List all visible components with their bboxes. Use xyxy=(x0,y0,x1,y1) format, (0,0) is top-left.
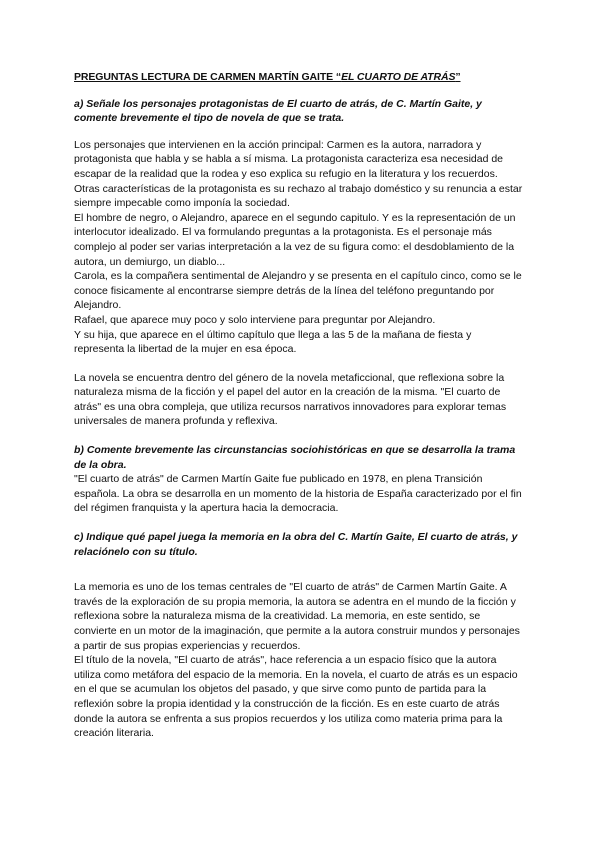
paragraph: La memoria es uno de los temas centrales de "El cuarto de atrás" de Carmen Martín Gaite. A través de la exploración de su propia memoria, la autora se adentra en el mundo de la ficción y reflexiona sobre la naturaleza misma de la creatividad. La memoria, en este sentido, se convierte en un motor de la imaginación, que permite a la autora construir mundos y personajes a partir de sus propias experiencias y recuerdos. xyxy=(74,581,520,652)
paragraph: La novela se encuentra dentro del género de la novela metaficcional, que reflexiona sobre la naturaleza misma de la ficción y el papel del autor en la creación de la misma. "El cuarto de atrás" es una obra compleja, que utiliza recursos narrativos innovadores para explorar temas universales de manera profunda y reflexiva. xyxy=(74,371,507,428)
paragraph: Los personajes que intervienen en la acción principal: Carmen es la autora, narradora y protagonista que habla y se habla a sí misma. La protagonista caracteriza esa necesidad de escapar de la realidad que la rodea y eso explica su refugio en la literatura y los recuerdos. Otras características de la protagonista es su rechazo al trabajo doméstico y su renuncia a estar siempre impecable como imponía la sociedad. xyxy=(74,138,523,210)
document-page xyxy=(74,64,524,741)
paragraph: Y su hija, que aparece en el último capítulo que llega a las 5 de la mañana de fiesta y representa la libertad de la mujer en esa época. xyxy=(74,328,472,356)
title-book: EL CUARTO DE ATRÁS xyxy=(341,71,456,83)
document-title xyxy=(74,70,524,85)
question-c: c) Indique qué papel juega la memoria en la obra del C. Martín Gaite, El cuarto de atrás, y relaciónelo con su título. xyxy=(74,531,518,558)
question-a: a) Señale los personajes protagonistas de El cuarto de atrás, de C. Martín Gaite, y comente brevemente el tipo de novela de que se trata. xyxy=(74,97,482,125)
paragraph: El título de la novela, "El cuarto de atrás", hace referencia a un espacio físico que la autora utiliza como metáfora del espacio de la memoria. En la novela, el cuarto de atrás es un espacio en el que se acumulan los objetos del pasado, y que sirve como punto de partida para la reflexión sobre la propia identidad y la construcción de la ficción. Es en este cuarto de atrás donde la autora se enfrenta a sus propios recuerdos y los utiliza como materia prima para la creación literaria. xyxy=(74,654,518,740)
paragraph: Rafael, que aparece muy poco y solo interviene para preguntar por Alejandro. xyxy=(74,313,436,326)
title-main: PREGUNTAS LECTURA DE CARMEN MARTÍN GAITE “ xyxy=(74,71,342,83)
spacer xyxy=(74,516,524,530)
spacer xyxy=(74,357,524,371)
spacer xyxy=(74,429,524,443)
paragraph: El hombre de negro, o Alejandro, aparece en el segundo capitulo. Y es la representación de un interlocutor idealizado. El va formulando preguntas a la protagonista. Es el personaje más complejo al poder ser varias interpretación a la vez de su figura como: el desdoblamiento de la autora, un demiurgo, un diablo... xyxy=(74,211,516,268)
paragraph: Carola, es la compañera sentimental de Alejandro y se presenta en el capítulo cinco, como se le conoce fisicamente al encontrarse siempre detrás de la línea del teléfono preguntando por Alejandro. xyxy=(74,270,522,312)
paragraph: "El cuarto de atrás" de Carmen Martín Gaite fue publicado en 1978, en plena Transición española. La obra se desarrolla en un momento de la historia de España caracterizado por el fin del régimen franquista y la apertura hacia la democracia. xyxy=(74,473,522,515)
title-close: ” xyxy=(455,71,461,83)
spacer xyxy=(74,571,524,580)
question-b: b) Comente brevemente las circunstancias sociohistóricas en que se desarrolla la trama de la obra. xyxy=(74,444,516,471)
